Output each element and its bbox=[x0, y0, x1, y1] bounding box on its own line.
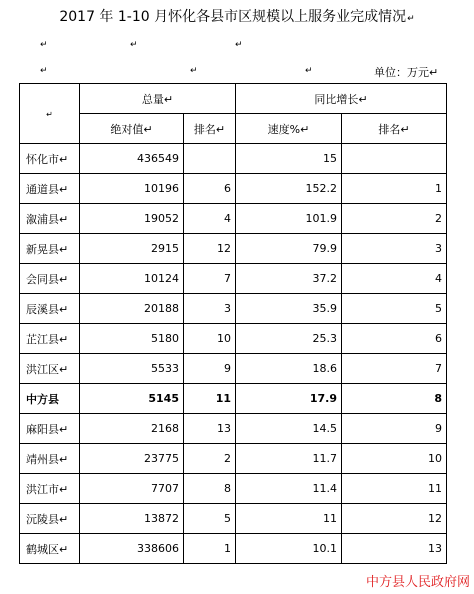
paragraph-mark-icon: ↵ bbox=[305, 66, 313, 76]
row-value-cell: 338606 bbox=[80, 534, 184, 564]
table-row bbox=[20, 474, 447, 504]
row-name-cell: 靖州县↵ bbox=[20, 444, 80, 474]
table-row bbox=[20, 504, 447, 534]
table-row bbox=[20, 144, 447, 174]
table-row bbox=[20, 204, 447, 234]
row-speed-cell: 35.9 bbox=[236, 294, 342, 324]
paragraph-mark-icon: ↵ bbox=[235, 40, 243, 50]
table-row bbox=[20, 324, 447, 354]
row-rank2-cell: 3 bbox=[342, 234, 447, 264]
row-name-cell: 洪江区↵ bbox=[20, 354, 80, 384]
page-title-text: 2017 年 1-10 月怀化各县市区规模以上服务业完成情况 bbox=[59, 9, 407, 25]
row-speed-cell: 101.9 bbox=[236, 204, 342, 234]
row-speed-cell: 15 bbox=[236, 144, 342, 174]
row-speed-cell: 11.7 bbox=[236, 444, 342, 474]
table-subheader-row bbox=[20, 114, 447, 144]
row-name-cell: 怀化市↵ bbox=[20, 144, 80, 174]
row-rank-cell: 8 bbox=[184, 474, 236, 504]
row-name-cell: 新晃县↵ bbox=[20, 234, 80, 264]
paragraph-mark-icon: ↵ bbox=[40, 40, 48, 50]
row-speed-cell: 10.1 bbox=[236, 534, 342, 564]
row-rank-cell: 4 bbox=[184, 204, 236, 234]
row-name-cell: 中方县 bbox=[20, 384, 80, 414]
row-value-cell: 10124 bbox=[80, 264, 184, 294]
table-row bbox=[20, 294, 447, 324]
row-name-cell: 洪江市↵ bbox=[20, 474, 80, 504]
row-rank2-cell: 6 bbox=[342, 324, 447, 354]
row-name-cell: 麻阳县↵ bbox=[20, 414, 80, 444]
row-value-cell: 5180 bbox=[80, 324, 184, 354]
row-rank-cell: 5 bbox=[184, 504, 236, 534]
paragraph-mark-icon: ↵ bbox=[190, 66, 198, 76]
row-rank2-cell: 11 bbox=[342, 474, 447, 504]
row-speed-cell: 18.6 bbox=[236, 354, 342, 384]
row-rank-cell: 10 bbox=[184, 324, 236, 354]
row-rank-cell: 12 bbox=[184, 234, 236, 264]
header-rank2: 排名↵ bbox=[342, 114, 447, 144]
row-value-cell: 436549 bbox=[80, 144, 184, 174]
row-speed-cell: 25.3 bbox=[236, 324, 342, 354]
table-row bbox=[20, 234, 447, 264]
table-row bbox=[20, 414, 447, 444]
header-total: 总量↵ bbox=[80, 84, 236, 114]
row-rank-cell bbox=[184, 144, 236, 174]
paragraph-mark-icon: ↵ bbox=[407, 14, 415, 24]
table-header-row bbox=[20, 84, 447, 114]
header-speed: 速度%↵ bbox=[236, 114, 342, 144]
header-absolute: 绝对值↵ bbox=[80, 114, 184, 144]
row-rank2-cell: 10 bbox=[342, 444, 447, 474]
row-name-cell: 沅陵县↵ bbox=[20, 504, 80, 534]
table-row bbox=[20, 264, 447, 294]
row-rank-cell: 11 bbox=[184, 384, 236, 414]
row-speed-cell: 17.9 bbox=[236, 384, 342, 414]
paragraph-mark-icon: ↵ bbox=[40, 66, 48, 76]
paragraph-mark-icon: ↵ bbox=[46, 110, 53, 119]
row-rank2-cell: 7 bbox=[342, 354, 447, 384]
row-rank-cell: 3 bbox=[184, 294, 236, 324]
row-rank2-cell: 1 bbox=[342, 174, 447, 204]
row-rank2-cell: 8 bbox=[342, 384, 447, 414]
unit-label: 单位：万元↵ bbox=[374, 66, 439, 79]
row-speed-cell: 11 bbox=[236, 504, 342, 534]
table-row bbox=[20, 354, 447, 384]
header-growth: 同比增长↵ bbox=[236, 84, 447, 114]
row-name-cell: 溆浦县↵ bbox=[20, 204, 80, 234]
table-row bbox=[20, 534, 447, 564]
row-speed-cell: 14.5 bbox=[236, 414, 342, 444]
row-rank2-cell: 4 bbox=[342, 264, 447, 294]
row-value-cell: 19052 bbox=[80, 204, 184, 234]
row-speed-cell: 152.2 bbox=[236, 174, 342, 204]
row-rank2-cell bbox=[342, 144, 447, 174]
row-value-cell: 2915 bbox=[80, 234, 184, 264]
header-rank: 排名↵ bbox=[184, 114, 236, 144]
row-rank-cell: 7 bbox=[184, 264, 236, 294]
row-rank2-cell: 9 bbox=[342, 414, 447, 444]
row-rank2-cell: 2 bbox=[342, 204, 447, 234]
row-value-cell: 2168 bbox=[80, 414, 184, 444]
watermark: 中方县人民政府网 bbox=[365, 575, 470, 590]
paragraph-mark-icon: ↵ bbox=[130, 40, 138, 50]
table-row bbox=[20, 384, 447, 414]
row-rank2-cell: 12 bbox=[342, 504, 447, 534]
row-rank-cell: 1 bbox=[184, 534, 236, 564]
statistics-table bbox=[19, 83, 447, 564]
row-name-cell: 辰溪县↵ bbox=[20, 294, 80, 324]
row-speed-cell: 79.9 bbox=[236, 234, 342, 264]
row-rank2-cell: 5 bbox=[342, 294, 447, 324]
table-corner-cell bbox=[20, 84, 80, 144]
row-rank-cell: 13 bbox=[184, 414, 236, 444]
row-rank-cell: 6 bbox=[184, 174, 236, 204]
row-speed-cell: 37.2 bbox=[236, 264, 342, 294]
row-value-cell: 10196 bbox=[80, 174, 184, 204]
row-name-cell: 会同县↵ bbox=[20, 264, 80, 294]
row-value-cell: 20188 bbox=[80, 294, 184, 324]
table-row bbox=[20, 444, 447, 474]
row-value-cell: 7707 bbox=[80, 474, 184, 504]
row-rank-cell: 9 bbox=[184, 354, 236, 384]
row-value-cell: 23775 bbox=[80, 444, 184, 474]
row-value-cell: 5533 bbox=[80, 354, 184, 384]
row-name-cell: 鹤城区↵ bbox=[20, 534, 80, 564]
table-row bbox=[20, 174, 447, 204]
row-rank2-cell: 13 bbox=[342, 534, 447, 564]
row-value-cell: 5145 bbox=[80, 384, 184, 414]
row-rank-cell: 2 bbox=[184, 444, 236, 474]
row-name-cell: 芷江县↵ bbox=[20, 324, 80, 354]
row-value-cell: 13872 bbox=[80, 504, 184, 534]
row-speed-cell: 11.4 bbox=[236, 474, 342, 504]
row-name-cell: 通道县↵ bbox=[20, 174, 80, 204]
page-title bbox=[0, 6, 474, 26]
